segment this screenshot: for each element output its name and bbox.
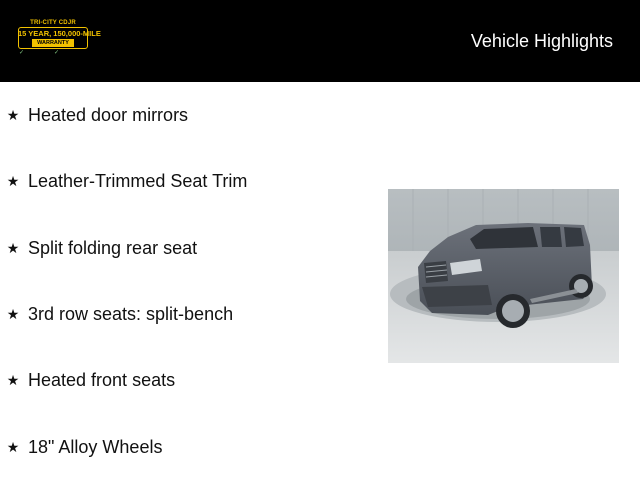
page-title: Vehicle Highlights <box>470 31 613 51</box>
highlight-label: Heated door mirrors <box>28 104 189 125</box>
star-icon: ★ <box>6 371 20 388</box>
vehicle-photo <box>388 189 619 363</box>
highlight-label: Split folding rear seat <box>28 237 198 258</box>
logo-top-text: TRI-CITY CDJR <box>30 20 76 26</box>
highlight-label: Heated front seats <box>28 369 176 390</box>
list-item <box>6 103 188 127</box>
star-icon: ★ <box>6 305 20 322</box>
list-item <box>6 169 247 193</box>
logo-bottom-text: WARRANTY <box>32 39 74 47</box>
list-item <box>6 236 197 260</box>
star-icon: ★ <box>6 239 20 256</box>
list-item <box>6 302 233 326</box>
check-icon: ✓ <box>54 50 60 56</box>
dealer-logo <box>18 20 101 56</box>
check-icon: ✓ <box>19 50 25 56</box>
highlight-label: 18" Alloy Wheels <box>28 436 163 457</box>
star-icon: ★ <box>6 438 20 455</box>
list-item <box>6 368 175 392</box>
star-icon: ★ <box>6 106 20 123</box>
list-item <box>6 435 162 459</box>
highlight-label: Leather-Trimmed Seat Trim <box>28 170 248 191</box>
logo-main-text: 15 YEAR, 150,000-MILE <box>18 29 101 38</box>
header-bar <box>0 0 640 82</box>
highlight-label: 3rd row seats: split-bench <box>28 303 234 324</box>
star-icon: ★ <box>6 172 20 189</box>
